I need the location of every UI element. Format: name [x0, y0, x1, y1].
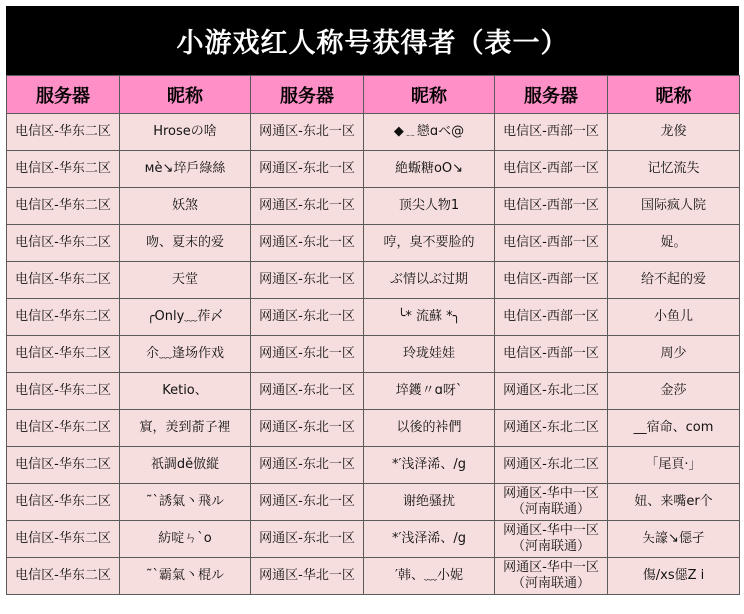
cell-text: 电信区-华东二区	[15, 420, 111, 435]
cell-nickname-3	[608, 188, 740, 225]
cell-text: 网通区-东北一区	[259, 124, 355, 139]
cell-text: 祇調dě倣縦	[150, 457, 220, 472]
cell-text: 玲珑娃娃	[402, 346, 455, 361]
cell-text: 电信区-华东二区	[15, 161, 111, 176]
cell-server-3	[495, 151, 608, 188]
sheet-title: 小游戏红人称号获得者（表一）	[176, 28, 569, 59]
table-body	[7, 114, 740, 595]
cell-nickname-2	[364, 188, 495, 225]
cell-server-2	[251, 410, 364, 447]
cell-server-1	[7, 188, 120, 225]
cell-server-2	[251, 336, 364, 373]
cell-server-1	[7, 484, 120, 521]
cell-text: 电信区-西部一区	[503, 309, 599, 324]
cell-server-2	[251, 558, 364, 595]
cell-text: 网通区-东北一区	[259, 420, 355, 435]
cell-server-1	[7, 151, 120, 188]
cell-server-3	[495, 373, 608, 410]
cell-text: 谢绝骚扰	[402, 494, 455, 509]
cell-text: 给不起的爱	[640, 272, 706, 287]
table-row	[7, 373, 740, 410]
cell-nickname-1	[120, 447, 251, 484]
cell-text: 电信区-华东二区	[15, 198, 111, 213]
cell-text: ˜`誘氣丶飛ル	[145, 494, 224, 509]
cell-nickname-1	[120, 558, 251, 595]
cell-text: 妖煞	[171, 198, 198, 213]
cell-text: 电信区-华东二区	[15, 124, 111, 139]
cell-text: 埣鑊〃ɑ呀`	[395, 383, 463, 398]
cell-text: 网通区-东北二区	[503, 420, 599, 435]
cell-text: Ketio、	[162, 383, 208, 398]
cell-text: 电信区-华东二区	[15, 383, 111, 398]
cell-text: 傷/xs僫Z ⅰ	[642, 568, 705, 583]
cell-server-3	[495, 114, 608, 151]
cell-nickname-2	[364, 262, 495, 299]
cell-text: 记忆流失	[647, 161, 700, 176]
cell-text: __宿命、com	[633, 420, 714, 435]
cell-server-1	[7, 521, 120, 558]
cell-server-2	[251, 114, 364, 151]
cell-nickname-2	[364, 151, 495, 188]
cell-text: ╰* 流蘇 *╮	[397, 309, 461, 324]
cell-text: 「尾頁·」	[645, 457, 702, 472]
cell-text: 吻、夏末的爱	[145, 235, 224, 250]
cell-server-2	[251, 447, 364, 484]
cell-text: 电信区-华东二区	[15, 309, 111, 324]
cell-nickname-2	[364, 410, 495, 447]
cell-server-2	[251, 225, 364, 262]
cell-server-1	[7, 558, 120, 595]
cell-text: 电信区-西部一区	[503, 124, 599, 139]
cell-text: 电信区-华东二区	[15, 346, 111, 361]
cell-server-2	[251, 484, 364, 521]
cell-text: 电信区-华东二区	[15, 494, 111, 509]
winners-table	[6, 75, 740, 595]
cell-server-3	[495, 410, 608, 447]
cell-text: 电信区-西部一区	[503, 272, 599, 287]
cell-nickname-3	[608, 262, 740, 299]
cell-nickname-3	[608, 373, 740, 410]
cell-text: 网通区-华中一区	[503, 560, 599, 575]
table-row	[7, 262, 740, 299]
cell-text: ˜`霸氣丶棍ル	[145, 568, 224, 583]
cell-text: 网通区-东北一区	[259, 272, 355, 287]
cell-server-1	[7, 373, 120, 410]
cell-text: 电信区-西部一区	[503, 198, 599, 213]
cell-text: 网通区-东北一区	[259, 457, 355, 472]
cell-text: 以後的裃們	[396, 420, 462, 435]
header-nickname-2: 昵称	[364, 76, 495, 114]
cell-server-1	[7, 299, 120, 336]
cell-text: Hroseの啥	[153, 124, 217, 139]
cell-subtext: （河南联通）	[511, 539, 590, 554]
header-nickname-1: 昵称	[120, 76, 251, 114]
cell-server-1	[7, 336, 120, 373]
table-row	[7, 447, 740, 484]
cell-text: 网通区-华北一区	[259, 568, 355, 583]
cell-server-3	[495, 558, 608, 595]
title-bar	[6, 6, 739, 75]
cell-nickname-3	[608, 151, 740, 188]
cell-nickname-1	[120, 151, 251, 188]
cell-server-2	[251, 151, 364, 188]
cell-nickname-1	[120, 484, 251, 521]
cell-nickname-2	[364, 114, 495, 151]
cell-text: 周少	[660, 346, 687, 361]
cell-text: 国际疯人院	[640, 198, 706, 213]
table-row	[7, 151, 740, 188]
cell-text: 电信区-西部一区	[503, 161, 599, 176]
cell-nickname-2	[364, 558, 495, 595]
header-server-3: 服务器	[495, 76, 608, 114]
cell-server-3	[495, 262, 608, 299]
cell-text: 网通区-东北一区	[259, 161, 355, 176]
cell-text: 电信区-华东二区	[15, 235, 111, 250]
cell-text: 网通区-东北一区	[259, 198, 355, 213]
cell-subtext: （河南联通）	[511, 576, 590, 591]
cell-text: 賔，羙到萮孒裡	[139, 420, 231, 435]
cell-text: 电信区-华东二区	[15, 568, 111, 583]
cell-text: 顶尖人物1	[398, 198, 460, 213]
cell-server-3	[495, 225, 608, 262]
cell-text: 网通区-东北一区	[259, 494, 355, 509]
cell-nickname-2	[364, 299, 495, 336]
cell-nickname-2	[364, 373, 495, 410]
cell-nickname-3	[608, 114, 740, 151]
cell-server-1	[7, 225, 120, 262]
cell-server-2	[251, 373, 364, 410]
cell-server-1	[7, 410, 120, 447]
table-row	[7, 558, 740, 595]
cell-text: 网通区-东北二区	[503, 457, 599, 472]
cell-nickname-1	[120, 262, 251, 299]
header-row	[7, 76, 740, 114]
cell-text: 夨譹↘僫孑	[642, 531, 705, 546]
cell-subtext: （河南联通）	[511, 502, 590, 517]
cell-nickname-1	[120, 188, 251, 225]
cell-text: 尒﹏逢场作戏	[145, 346, 224, 361]
cell-nickname-3	[608, 410, 740, 447]
cell-text: 电信区-华东二区	[15, 272, 111, 287]
cell-nickname-3	[608, 336, 740, 373]
cell-nickname-1	[120, 410, 251, 447]
cell-server-2	[251, 188, 364, 225]
cell-text: 网通区-东北一区	[259, 235, 355, 250]
cell-text: 电信区-西部一区	[503, 235, 599, 250]
cell-text: 小鱼儿	[653, 309, 693, 324]
cell-nickname-3	[608, 521, 740, 558]
cell-server-2	[251, 521, 364, 558]
cell-text: 龙俊	[660, 124, 687, 139]
cell-text: 金莎	[660, 383, 687, 398]
cell-text: 紡啶ㄣ`o	[158, 531, 212, 546]
cell-text: 电信区-华东二区	[15, 457, 111, 472]
table-row	[7, 225, 740, 262]
table-row	[7, 299, 740, 336]
cell-text: 电信区-西部一区	[503, 346, 599, 361]
cell-text: ′韩、﹏小妮	[395, 568, 463, 583]
table-row	[7, 188, 740, 225]
cell-text: 絶蝂糖oO↘	[394, 161, 464, 176]
header-server-2: 服务器	[251, 76, 364, 114]
cell-server-3	[495, 299, 608, 336]
cell-server-3	[495, 447, 608, 484]
cell-server-3	[495, 484, 608, 521]
cell-nickname-3	[608, 225, 740, 262]
cell-text: ◆﹎戀ɑベ@	[393, 124, 465, 139]
cell-text: 网通区-东北一区	[259, 346, 355, 361]
cell-nickname-2	[364, 484, 495, 521]
cell-nickname-2	[364, 336, 495, 373]
cell-nickname-1	[120, 114, 251, 151]
cell-nickname-3	[608, 299, 740, 336]
cell-server-3	[495, 188, 608, 225]
cell-text: 网通区-东北一区	[259, 383, 355, 398]
cell-nickname-3	[608, 558, 740, 595]
table-row	[7, 336, 740, 373]
cell-text: 网通区-东北二区	[503, 383, 599, 398]
cell-text: 网通区-华中一区	[503, 523, 599, 538]
cell-text: мè↘埣戶綠絲	[144, 161, 226, 176]
cell-server-2	[251, 262, 364, 299]
cell-server-3	[495, 336, 608, 373]
cell-nickname-1	[120, 299, 251, 336]
cell-text: *′浅泽浠、/g	[391, 457, 467, 472]
header-server-1: 服务器	[7, 76, 120, 114]
cell-text: ╭Оnly﹏莋〆	[146, 309, 224, 324]
cell-server-2	[251, 299, 364, 336]
header-nickname-3: 昵称	[608, 76, 740, 114]
table-row	[7, 114, 740, 151]
spreadsheet	[6, 6, 739, 595]
cell-text: 妞、来嘴er个	[634, 494, 713, 509]
cell-server-1	[7, 262, 120, 299]
cell-nickname-1	[120, 521, 251, 558]
cell-text: 娖。	[660, 235, 687, 250]
cell-text: 天堂	[171, 272, 198, 287]
cell-nickname-3	[608, 484, 740, 521]
cell-nickname-3	[608, 447, 740, 484]
table-row	[7, 410, 740, 447]
cell-text: 网通区-东北一区	[259, 531, 355, 546]
cell-server-1	[7, 447, 120, 484]
cell-text: 哼，臭不要脸的	[383, 235, 475, 250]
cell-nickname-1	[120, 373, 251, 410]
cell-text: ぶ情以ぶ过期	[389, 272, 468, 287]
cell-text: *′浅泽浠、/g	[391, 531, 467, 546]
cell-server-1	[7, 114, 120, 151]
cell-server-3	[495, 521, 608, 558]
cell-nickname-2	[364, 225, 495, 262]
cell-text: 网通区-华中一区	[503, 486, 599, 501]
cell-nickname-2	[364, 447, 495, 484]
cell-text: 网通区-东北一区	[259, 309, 355, 324]
cell-nickname-1	[120, 336, 251, 373]
cell-nickname-2	[364, 521, 495, 558]
table-row	[7, 484, 740, 521]
table-row	[7, 521, 740, 558]
cell-text: 电信区-华东二区	[15, 531, 111, 546]
cell-nickname-1	[120, 225, 251, 262]
